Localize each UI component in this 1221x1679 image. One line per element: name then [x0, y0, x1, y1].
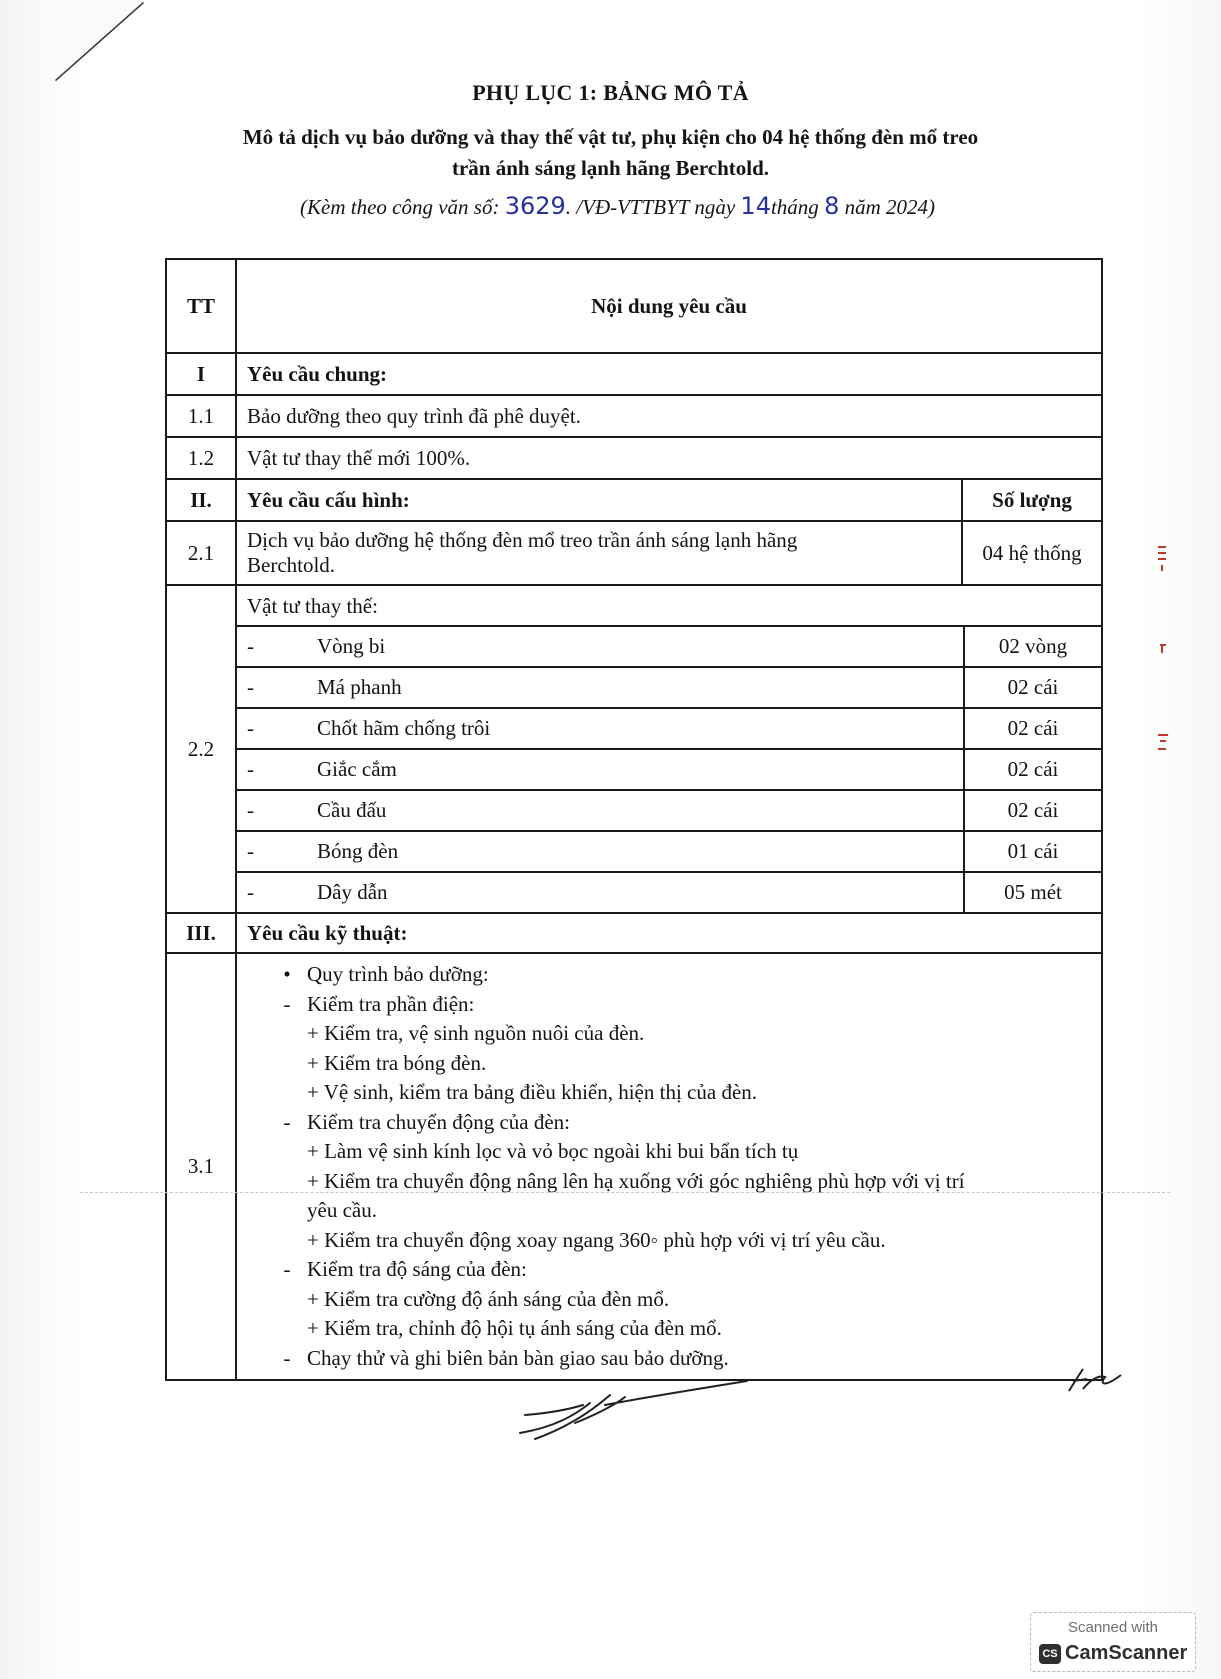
- materials-list: [237, 627, 1101, 912]
- procedure-text: + Vệ sinh, kiểm tra bảng điều khiển, hiện thị của đèn.: [307, 1080, 758, 1104]
- procedure-text: Kiểm tra phần điện:: [307, 991, 475, 1016]
- folded-corner-edge: [55, 0, 145, 85]
- section-3-label: Yêu cầu kỹ thuật:: [236, 913, 1102, 953]
- maintenance-procedure: [236, 953, 1102, 1380]
- page-crease-line: [80, 1192, 1170, 1194]
- section-1-number: I: [166, 353, 236, 395]
- row-3-1-number: 3.1: [166, 953, 236, 1380]
- procedure-text: Kiểm tra chuyển động của đèn:: [307, 1109, 570, 1134]
- section-row-3: [166, 913, 1102, 953]
- reference-prefix: (Kèm theo công văn số:: [300, 195, 500, 219]
- procedure-line: [267, 1255, 1091, 1285]
- row-1-1-text: Bảo dưỡng theo quy trình đã phê duyệt.: [236, 395, 1102, 437]
- row-1-2-text: Vật tư thay thế mới 100%.: [236, 437, 1102, 479]
- handwritten-initial: [1065, 1365, 1125, 1395]
- procedure-text: Kiểm tra độ sáng của đèn:: [307, 1257, 527, 1281]
- section-1-label: Yêu cầu chung:: [236, 353, 1102, 395]
- item-quantity: 02 vòng: [964, 627, 1101, 667]
- table-row: [166, 395, 1102, 437]
- requirements-table: [165, 258, 1103, 1381]
- table-row: [166, 521, 1102, 585]
- procedure-text: Quy trình bảo dưỡng:: [307, 962, 489, 986]
- item-name: Má phanh: [317, 667, 964, 708]
- section-2-label: Yêu cầu cấu hình:: [236, 479, 962, 521]
- item-name: Bóng đèn: [317, 831, 964, 872]
- list-item: [237, 708, 1101, 749]
- camscanner-watermark: [1030, 1612, 1196, 1672]
- reference-mid-2: tháng: [770, 195, 819, 219]
- item-dash: -: [237, 831, 317, 872]
- list-item: [237, 872, 1101, 912]
- procedure-text: + Kiểm tra bóng đèn.: [307, 1050, 487, 1075]
- camscanner-logo-icon: CS: [1039, 1644, 1061, 1664]
- dash-marker: -: [283, 1257, 291, 1281]
- procedure-line: [267, 1108, 1091, 1138]
- watermark-brand: CamScanner: [1065, 1642, 1188, 1664]
- procedure-text: + Kiểm tra cường độ ánh sáng của đèn mổ.: [307, 1286, 670, 1311]
- procedure-text: + Làm vệ sinh kính lọc và vỏ bọc ngoài khi bui bẩn tích tụ: [307, 1139, 799, 1163]
- subtitle-line-1: Mô tả dịch vụ bảo dưỡng và thay thế vật tư, phụ kiện cho 04 hệ thống đèn mổ treo: [242, 125, 979, 149]
- item-dash: -: [237, 627, 317, 667]
- item-dash: -: [237, 708, 317, 749]
- item-name: Dây dẫn: [317, 880, 388, 904]
- procedure-line: [267, 1196, 1091, 1226]
- handwritten-signature: [515, 1375, 755, 1445]
- item-quantity: 01 cái: [964, 831, 1101, 872]
- item-name: Chốt hãm chống trôi: [317, 708, 964, 749]
- item-name: Giắc cắm: [317, 749, 964, 790]
- section-row-1: [166, 353, 1102, 395]
- dash-marker: -: [283, 1345, 291, 1370]
- list-item: [237, 667, 1101, 708]
- section-2-number: II.: [166, 479, 236, 521]
- handwritten-month: 8: [824, 192, 840, 220]
- section-row-2: [166, 479, 1102, 521]
- list-item: [237, 627, 1101, 667]
- quantity-header: Số lượng: [962, 479, 1102, 521]
- item-dash: -: [237, 790, 317, 831]
- header-tt: TT: [166, 259, 236, 353]
- item-dash: -: [237, 667, 317, 708]
- procedure-line: [267, 1314, 1091, 1344]
- procedure-line: [267, 960, 1091, 990]
- item-dash: -: [247, 880, 254, 904]
- reference-suffix: năm 2024): [844, 195, 936, 219]
- list-item: [237, 790, 1101, 831]
- procedure-line: [267, 1078, 1091, 1108]
- procedure-text: + Kiểm tra chuyển động nâng lên hạ xuống với góc nghiêng phù hợp với vị trí: [307, 1168, 965, 1193]
- document-title: PHỤ LỤC 1: BẢNG MÔ TẢ: [472, 80, 749, 105]
- row-2-1-number: 2.1: [166, 521, 236, 585]
- section-3-number: III.: [166, 913, 236, 953]
- procedure-line: [267, 1285, 1091, 1315]
- subtitle-line-2: trần ánh sáng lạnh hãng Berchtold.: [451, 156, 770, 180]
- item-quantity: 05 mét: [964, 872, 1101, 912]
- item-quantity: 02 cái: [964, 790, 1101, 831]
- table-row: [166, 437, 1102, 479]
- dash-marker: -: [283, 991, 291, 1016]
- row-1-2-number: 1.2: [166, 437, 236, 479]
- procedure-text: + Kiểm tra chuyển động xoay ngang 360◦ phù hợp với vị trí yêu cầu.: [307, 1227, 886, 1252]
- procedure-text: yêu cầu.: [307, 1198, 377, 1222]
- row-1-1-number: 1.1: [166, 395, 236, 437]
- replacement-materials-cell: [236, 585, 1102, 913]
- row-2-1-line-1: Dịch vụ bảo dưỡng hệ thống đèn mổ treo trần ánh sáng lạnh hãng: [247, 528, 798, 552]
- list-item: [237, 749, 1101, 790]
- item-quantity: 02 cái: [964, 708, 1101, 749]
- header-content: Nội dung yêu cầu: [236, 259, 1102, 353]
- reference-mid-1: . /VĐ-VTTBYT ngày: [565, 195, 736, 219]
- table-header-row: [166, 259, 1102, 353]
- item-name: Vòng bi: [317, 627, 964, 667]
- table-row: [166, 585, 1102, 913]
- handwritten-document-number: 3629: [504, 192, 566, 220]
- procedure-text: Chạy thử và ghi biên bản bàn giao sau bảo dưỡng.: [307, 1345, 729, 1370]
- procedure-line: [267, 1137, 1091, 1167]
- procedure-line: [267, 1226, 1091, 1256]
- procedure-text: + Kiểm tra, vệ sinh nguồn nuôi của đèn.: [307, 1021, 645, 1045]
- item-quantity: 02 cái: [964, 667, 1101, 708]
- margin-stamp-marks: [1152, 545, 1172, 765]
- dash-marker: -: [283, 1109, 291, 1134]
- item-quantity: 02 cái: [964, 749, 1101, 790]
- procedure-line: [267, 1019, 1091, 1049]
- procedure-line: [267, 990, 1091, 1020]
- list-item: [237, 831, 1101, 872]
- item-name: Cầu đấu: [317, 790, 964, 831]
- replacement-materials-label: Vật tư thay thế:: [237, 586, 1101, 627]
- reference-line: [300, 192, 935, 220]
- procedure-line: [267, 1049, 1091, 1079]
- row-2-1-quantity: 04 hệ thống: [962, 521, 1102, 585]
- handwritten-day: 14: [740, 192, 771, 220]
- row-2-1-text: [236, 521, 962, 585]
- item-dash: -: [237, 749, 317, 790]
- row-2-2-number: 2.2: [166, 585, 236, 913]
- document-subtitle: [0, 122, 1221, 184]
- procedure-text: + Kiểm tra, chỉnh độ hội tụ ánh sáng của đèn mổ.: [307, 1316, 722, 1340]
- bullet-marker: •: [283, 962, 291, 986]
- watermark-caption: Scanned with: [1067, 1619, 1159, 1636]
- row-2-1-line-2: Berchtold.: [247, 553, 336, 577]
- table-row: [166, 953, 1102, 1380]
- procedure-line: [267, 1344, 1091, 1374]
